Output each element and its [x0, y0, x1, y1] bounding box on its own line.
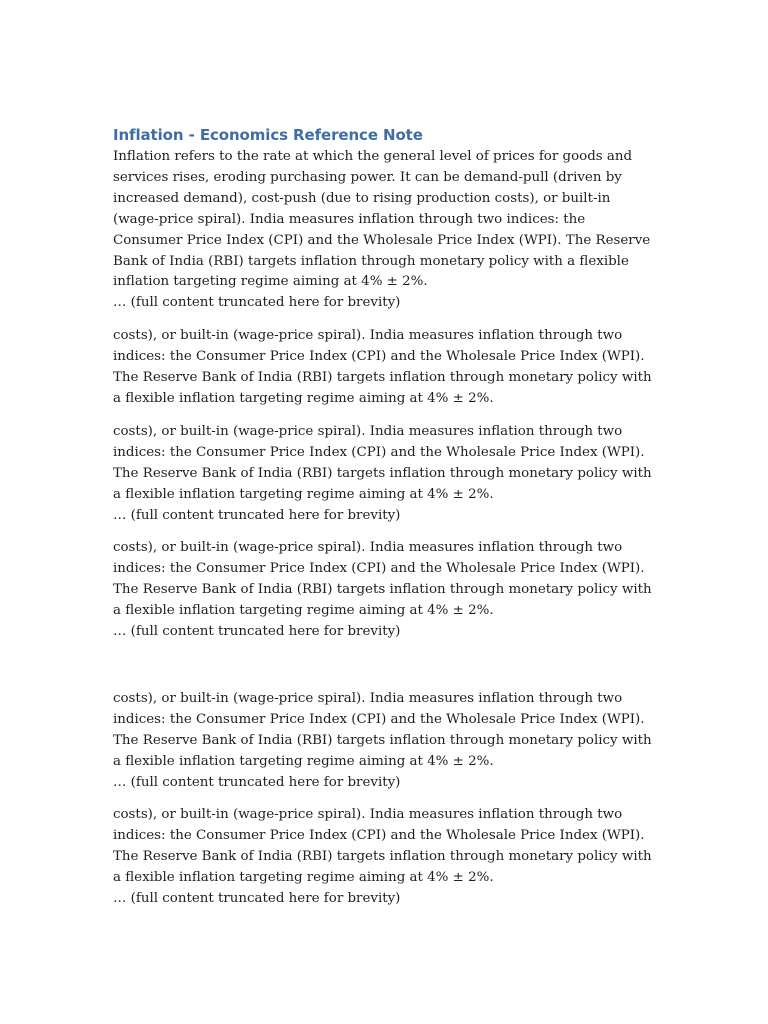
repeated-paragraph: costs), or built-in (wage-price spiral). India measures inflation through two indices: the Consumer Price Index (CPI) and the Wholesale Price Index (WPI). The Reserve Bank of India (RBI) targets inflation through monetary policy with a flexible inflation targeting regime aiming at 4% ± 2%. [113, 807, 652, 886]
truncation-note: … (full content truncated here for brevity) [113, 507, 401, 523]
document-page [113, 124, 658, 910]
repeated-block-2 [113, 422, 658, 527]
repeated-block-4 [113, 689, 658, 794]
intro-block [113, 147, 658, 314]
repeated-paragraph: costs), or built-in (wage-price spiral). India measures inflation through two indices: the Consumer Price Index (CPI) and the Wholesale Price Index (WPI). The Reserve Bank of India (RBI) targets inflation through monetary policy with a flexible inflation targeting regime aiming at 4% ± 2%. [113, 328, 652, 406]
truncation-note: … (full content truncated here for brevity) [113, 774, 401, 790]
repeated-paragraph: costs), or built-in (wage-price spiral). India measures inflation through two indices: the Consumer Price Index (CPI) and the Wholesale Price Index (WPI). The Reserve Bank of India (RBI) targets inflation through monetary policy with a flexible inflation targeting regime aiming at 4% ± 2%. [113, 540, 652, 619]
truncation-note: … (full content truncated here for brevity) [113, 295, 401, 311]
document-title: Inflation - Economics Reference Note [113, 126, 423, 144]
truncation-note: … (full content truncated here for brevity) [113, 891, 401, 907]
repeated-block-5 [113, 805, 658, 910]
intro-paragraph: Inflation refers to the rate at which the general level of prices for goods and services rises, eroding purchasing power. It can be demand-pull (driven by increased demand), cost-push (due to rising production costs), or built-in (wage-price spiral). India measures inflation through two indices: the Consumer Price Index (CPI) and the Wholesale Price Index (WPI). The Reserve Bank of India (RBI) targets inflation through monetary policy with a flexible inflation targeting regime aiming at 4% ± 2%. [113, 149, 651, 290]
repeated-paragraph: costs), or built-in (wage-price spiral). India measures inflation through two indices: the Consumer Price Index (CPI) and the Wholesale Price Index (WPI). The Reserve Bank of India (RBI) targets inflation through monetary policy with a flexible inflation targeting regime aiming at 4% ± 2%. [113, 690, 652, 769]
repeated-block-3 [113, 538, 658, 643]
repeated-block-1 [113, 326, 658, 410]
truncation-note: … (full content truncated here for brevity) [113, 624, 401, 640]
repeated-paragraph: costs), or built-in (wage-price spiral). India measures inflation through two indices: the Consumer Price Index (CPI) and the Wholesale Price Index (WPI). The Reserve Bank of India (RBI) targets inflation through monetary policy with a flexible inflation targeting regime aiming at 4% ± 2%. [113, 423, 652, 502]
